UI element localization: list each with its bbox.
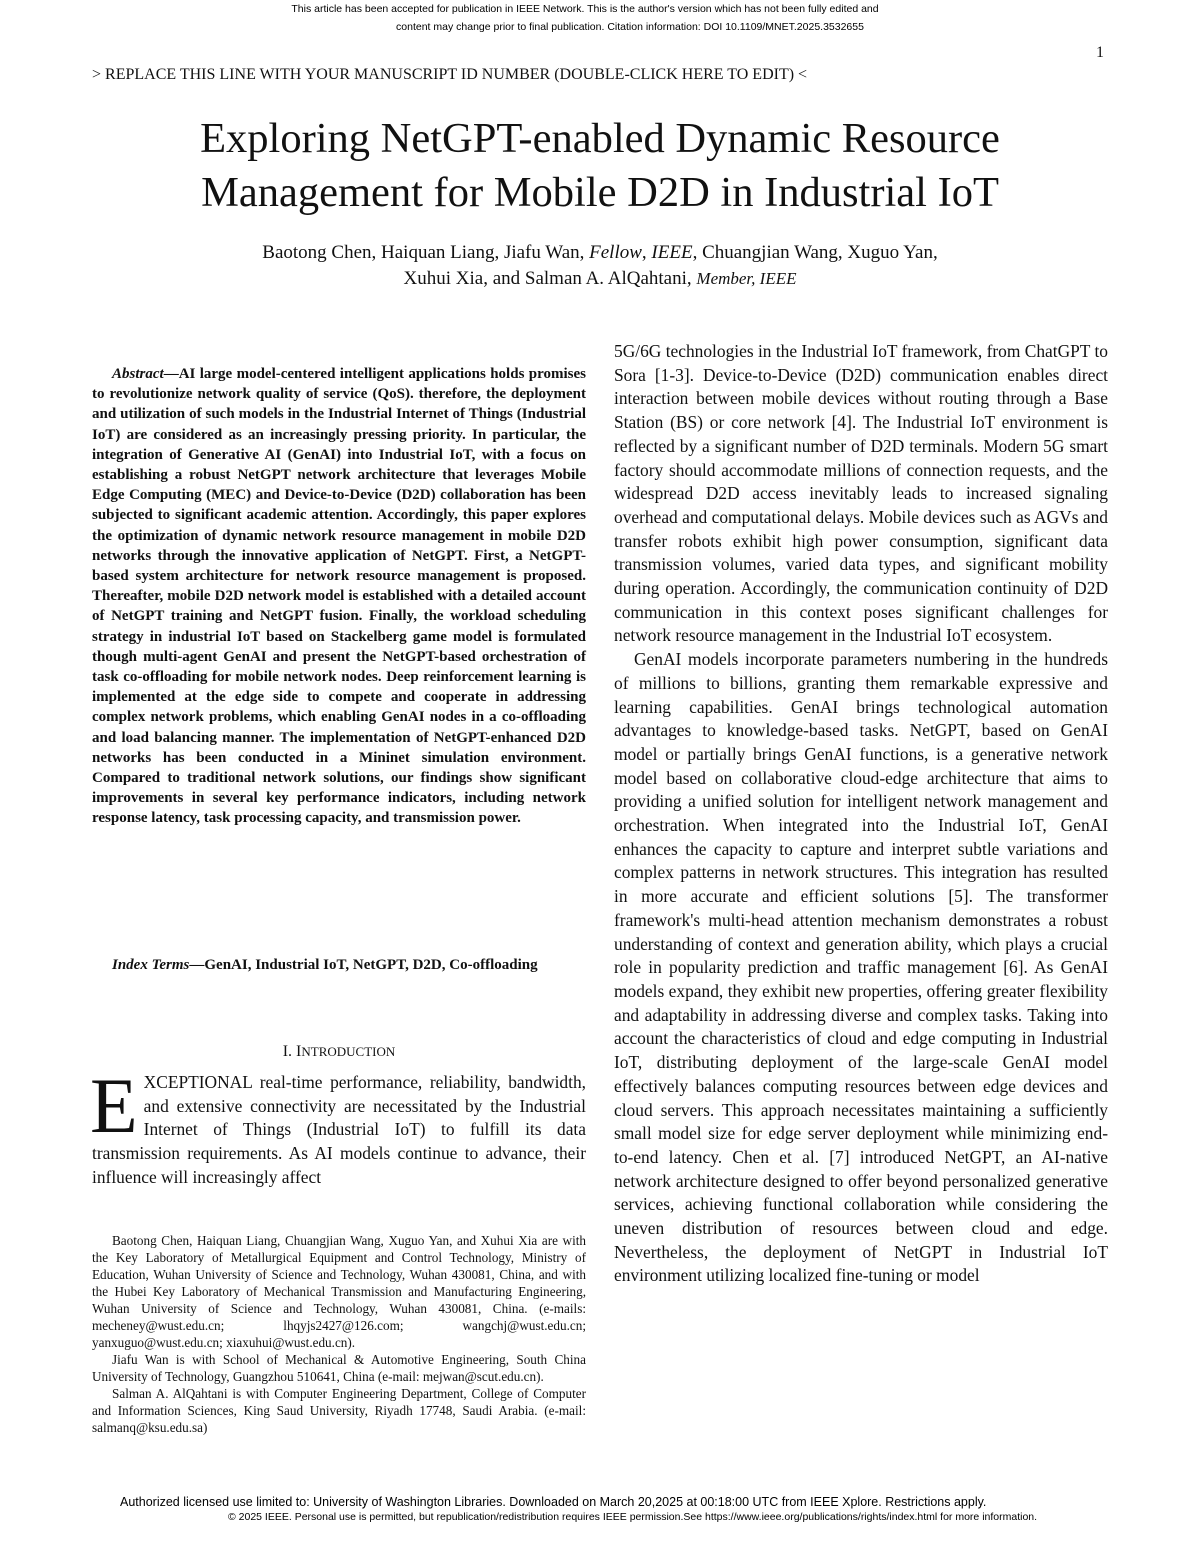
authors-part-1: Baotong Chen, Haiquan Liang, Jiafu Wan, [262,242,590,263]
introduction-text [90,1062,586,1190]
notice-line-1: This article has been accepted for publication in IEEE Network. This is the author's version which has not been fully edited and [291,3,879,15]
index-terms-text: —GenAI, Industrial IoT, NetGPT, D2D, Co-offloading [189,957,538,973]
abstract [92,364,586,829]
title-line-1: Exploring NetGPT-enabled Dynamic Resource [200,115,1000,162]
authors-separator: , [641,242,652,263]
ieee-label: IEEE [651,242,693,263]
footer-line-1: Authorized licensed use limited to: University of Washington Libraries. Downloaded on March 20,2025 at 00:18:00 UTC from IEEE Xplore. Restrictions apply. [120,1495,987,1509]
section-heading-num: I. I [282,1043,302,1060]
intro-paragraph: XCEPTIONAL real-time performance, reliability, bandwidth, and extensive connectivity are necessitated by the Industrial Internet of Things (Industrial IoT) to fulfill its data transmission requirements. As AI models continue to advance, their influence will increasingly affect [92,1072,586,1187]
section-heading-introduction [92,1043,586,1061]
footer-line-2: © 2025 IEEE. Personal use is permitted, but republication/redistribution requires IEEE permission.See https://www.ieee.org/publications/rights/index.html for more information. [228,1511,1038,1523]
manuscript-id-line: > REPLACE THIS LINE WITH YOUR MANUSCRIPT ID NUMBER (DOUBLE-CLICK HERE TO EDIT) < [92,66,808,83]
title-line-2: Management for Mobile D2D in Industrial IoT [201,169,999,216]
drop-cap: E [90,1062,138,1149]
publication-notice [0,0,1200,36]
footnote-2: Jiafu Wan is with School of Mechanical & Automotive Engineering, South China University of Technology, Guangzhou 510641, China (e-mail: mejwan@scut.edu.cn). [92,1352,586,1384]
authors-line-2: Xuhui Xia, and Salman A. AlQahtani, [403,268,697,289]
footnote-3: Salman A. AlQahtani is with Computer Engineering Department, College of Computer and Information Sciences, King Saud University, Riyadh 17748, Saudi Arabia. (e-mail: salmanq@ksu.edu.sa) [92,1386,586,1435]
right-column [614,340,1108,1288]
abstract-label: Abstract [112,366,164,382]
section-heading-rest: NTRODUCTION [301,1044,396,1059]
notice-line-2: content may change prior to final publication. Citation information: DOI 10.1109/MNET.2025.3532655 [396,21,864,33]
right-paragraph-2: GenAI models incorporate parameters numbering in the hundreds of millions to billions, granting them remarkable expressive and learning capabilities. GenAI brings technological automation advantages to knowledge-based tasks. NetGPT, based on GenAI model or partially brings GenAI functions, is a generative network model based on collaborative cloud-edge architecture that aims to providing a unified solution for intelligent network management and orchestration. When integrated into the Industrial IoT, GenAI enhances the capacity to capture and interpret subtle variations and complex patterns in network structures. This integration has resulted in more accurate and efficient solutions [5]. The transformer framework's multi-head attention mechanism demonstrates a robust understanding of context and generation ability, which plays a crucial role in popularity prediction and traffic management [6]. As GenAI models expand, they exhibit new properties, offering greater flexibility and adaptability in addressing diverse and complex tasks. Taking into account the characteristics of cloud and edge computing in Industrial IoT, distributing deployment of the large-scale GenAI model effectively balances computing resources between edge devices and cloud servers. This approach necessitates maintaining a sufficiently small model size for edge server deployment while minimizing end-to-end latency. Chen et al. [7] introduced NetGPT, an AI-native network architecture designed to offer beyond personalized generative services, achieving functional collaboration while considering the uneven distribution of resources between cloud and edge. Nevertheless, the deployment of NetGPT in Industrial IoT environment utilizing localized fine-tuning or model [614,649,1108,1286]
author-list [0,240,1200,292]
member-label: Member, IEEE [696,269,797,288]
authors-part-2: , Chuangjian Wang, Xuguo Yan, [692,242,938,263]
index-terms [92,955,586,975]
page-number: 1 [1096,44,1104,61]
right-paragraph-1: 5G/6G technologies in the Industrial IoT framework, from ChatGPT to Sora [1-3]. Device-to-Device (D2D) communication enables direct interaction between mobile devices without routing through a Base Station (BS) or core network [4]. The Industrial IoT environment is reflected by a significant number of D2D terminals. Modern 5G smart factory should accommodate millions of connection requests, and the widespread D2D access inevitably leads to increased signaling overhead and computational delays. Mobile devices such as AGVs and transfer robots exhibit high power consumption, significant data transmission volumes, varied data types, and significant mobility during operation. Accordingly, the communication continuity of D2D communication in this context poses significant challenges for network resource management in the Industrial IoT ecosystem. [614,341,1108,646]
index-terms-label: Index Terms [112,957,190,973]
author-affiliation-footnote [92,1232,586,1436]
paper-title [0,112,1200,220]
abstract-text: —AI large model-centered intelligent applications holds promises to revolutionize network quality of service (QoS). therefore, the deployment and utilization of such models in the Industrial Internet of Things (Industrial IoT) are considered as an increasingly pressing priority. In particular, the integration of Generative AI (GenAI) into Industrial IoT, with a focus on establishing a robust NetGPT network architecture that leverages Mobile Edge Computing (MEC) and Device-to-Device (D2D) collaboration has been subjected to significant academic attention. Accordingly, this paper explores the optimization of dynamic network resource management in mobile D2D networks through the innovative application of NetGPT. First, a NetGPT-based system architecture for network resource management is proposed. Thereafter, mobile D2D network model is established with a detailed account of NetGPT training and NetGPT fusion. Finally, the workload scheduling strategy in industrial IoT based on Stackelberg game model is formulated though multi-agent GenAI and present the NetGPT-based orchestration of task co-offloading for mobile network nodes. Deep reinforcement learning is implemented at the edge side to compete and cooperate in addressing complex network problems, which enabling GenAI nodes in a co-offloading and load balancing manner. The implementation of NetGPT-enhanced D2D networks has been conducted in a Mininet simulation environment. Compared to traditional network solutions, our findings show significant improvements in several key performance indicators, including network response latency, task processing capacity, and transmission power. [92,366,586,827]
footnote-1: Baotong Chen, Haiquan Liang, Chuangjian Wang, Xuguo Yan, and Xuhui Xia are with the Key Laboratory of Metallurgical Equipment and Control Technology, Ministry of Education, Wuhan University of Science and Technology, Wuhan 430081, China, and with the Hubei Key Laboratory of Mechanical Transmission and Manufacturing Engineering, Wuhan University of Science and Technology, Wuhan 430081, China. (e-mails: mecheney@wust.edu.cn; lhqyjs2427@126.com; wangchj@wust.edu.cn; yanxuguo@wust.edu.cn; xiaxuhui@wust.edu.cn). [92,1233,586,1350]
fellow-label: Fellow [589,242,642,263]
